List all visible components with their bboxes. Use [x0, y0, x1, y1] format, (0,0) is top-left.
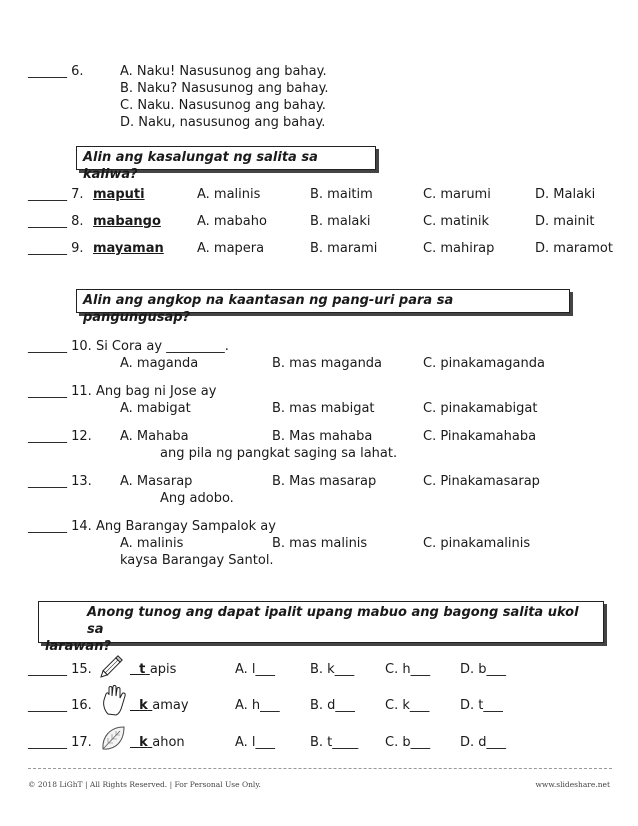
q15-option-c: C. h___	[385, 662, 431, 677]
q9-option-b: B. marami	[310, 241, 378, 256]
q7-option-a: A. malinis	[197, 187, 261, 202]
footer-divider	[28, 768, 612, 769]
q7-blank: ______ 7.	[28, 187, 84, 202]
footer-site-link[interactable]: www.slideshare.net	[535, 780, 610, 789]
q10-stem: ______ 10. Si Cora ay _________.	[28, 339, 229, 354]
q9-option-d: D. maramot	[535, 241, 613, 256]
q11-stem: ______ 11. Ang bag ni Jose ay	[28, 384, 217, 399]
q11-option-b: B. mas mabigat	[272, 401, 375, 416]
q8-option-c: C. matinik	[423, 214, 490, 229]
q6-option-c: C. Naku. Nasusunog ang bahay.	[120, 98, 326, 113]
q10-option-c: C. pinakamaganda	[423, 356, 545, 371]
q16-option-c: C. k___	[385, 698, 430, 713]
q12-option-b: B. Mas mahaba	[272, 429, 373, 444]
q15-blank: ______ 15.	[28, 662, 92, 677]
q8-option-d: D. mainit	[535, 214, 595, 229]
q6-blank: ______ 6.	[28, 64, 84, 79]
q17-blank: ______ 17.	[28, 735, 92, 750]
q16-option-d: D. t___	[460, 698, 503, 713]
q17-option-d: D. d___	[460, 735, 507, 750]
q10-option-b: B. mas maganda	[272, 356, 383, 371]
leaf-icon	[98, 723, 128, 753]
instruction-sounds-line2: larawan?	[45, 639, 111, 654]
q14-option-a: A. malinis	[120, 536, 184, 551]
q8-blank: ______ 8.	[28, 214, 84, 229]
hand-icon	[100, 684, 128, 716]
q17-rest: ahon	[152, 735, 185, 750]
q17-option-b: B. t____	[310, 735, 359, 750]
q7-option-d: D. Malaki	[535, 187, 596, 202]
q15-option-b: B. k___	[310, 662, 355, 677]
q6-option-b: B. Naku? Nasusunog ang bahay.	[120, 81, 329, 96]
q8-word: mabango	[93, 214, 161, 229]
q13-option-a: A. Masarap	[120, 474, 193, 489]
q15-letter: t	[139, 662, 146, 677]
q15-option-a: A. l___	[235, 662, 276, 677]
q14-option-c: C. pinakamalinis	[423, 536, 531, 551]
q9-option-c: C. mahirap	[423, 241, 495, 256]
q10-option-a: A. maganda	[120, 356, 199, 371]
pencil-icon	[98, 650, 128, 680]
instruction-box-sounds	[38, 601, 604, 654]
q16-answer	[130, 698, 189, 714]
q13-stem: ______ 13.	[28, 474, 92, 489]
q13-option-b: B. Mas masarap	[272, 474, 377, 489]
q12-stem: ______ 12.	[28, 429, 92, 444]
q9-blank: ______ 9.	[28, 241, 84, 256]
instruction-box-opposites: Alin ang kasalungat ng salita sa kaliwa?	[76, 146, 376, 170]
instruction-sounds-line1: Anong tunog ang dapat ipalit upang mabuo ang bagong salita ukol sa	[87, 605, 579, 637]
q17-letter: k	[139, 735, 148, 750]
instruction-box-degrees: Alin ang angkop na kaantasan ng pang-uri para sa pangungusap?	[76, 289, 570, 313]
q7-option-c: C. marumi	[423, 187, 491, 202]
footer-copyright: © 2018 LiGhT | All Rights Reserved. | For Personal Use Only.	[28, 780, 261, 789]
q17-option-a: A. l___	[235, 735, 276, 750]
q11-option-a: A. mabigat	[120, 401, 191, 416]
q7-option-b: B. maitim	[310, 187, 373, 202]
q16-option-b: B. d___	[310, 698, 355, 713]
q6-option-d: D. Naku, nasusunog ang bahay.	[120, 115, 326, 130]
q12-option-c: C. Pinakamahaba	[423, 429, 537, 444]
q9-word: mayaman	[93, 241, 164, 256]
q15-option-d: D. b___	[460, 662, 507, 677]
q8-option-a: A. mabaho	[197, 214, 267, 229]
q17-option-c: C. b___	[385, 735, 431, 750]
q14-stem: ______ 14. Ang Barangay Sampalok ay	[28, 519, 276, 534]
q14-option-b: B. mas malinis	[272, 536, 368, 551]
q8-option-b: B. malaki	[310, 214, 371, 229]
q6-option-a: A. Naku! Nasusunog ang bahay.	[120, 64, 327, 79]
q14-tail: kaysa Barangay Santol.	[120, 553, 274, 568]
q13-option-c: C. Pinakamasarap	[423, 474, 540, 489]
q16-option-a: A. h___	[235, 698, 280, 713]
q13-tail: Ang adobo.	[160, 491, 234, 506]
q16-blank: ______ 16.	[28, 698, 92, 713]
q12-tail: ang pila ng pangkat saging sa lahat.	[160, 446, 398, 461]
q15-answer	[130, 662, 176, 678]
q16-letter: k	[139, 698, 148, 713]
q15-rest: apis	[149, 662, 177, 677]
q16-rest: amay	[152, 698, 189, 713]
q7-word: maputi	[93, 187, 145, 202]
q11-option-c: C. pinakamabigat	[423, 401, 538, 416]
q12-option-a: A. Mahaba	[120, 429, 189, 444]
q9-option-a: A. mapera	[197, 241, 265, 256]
q17-answer	[130, 735, 185, 751]
